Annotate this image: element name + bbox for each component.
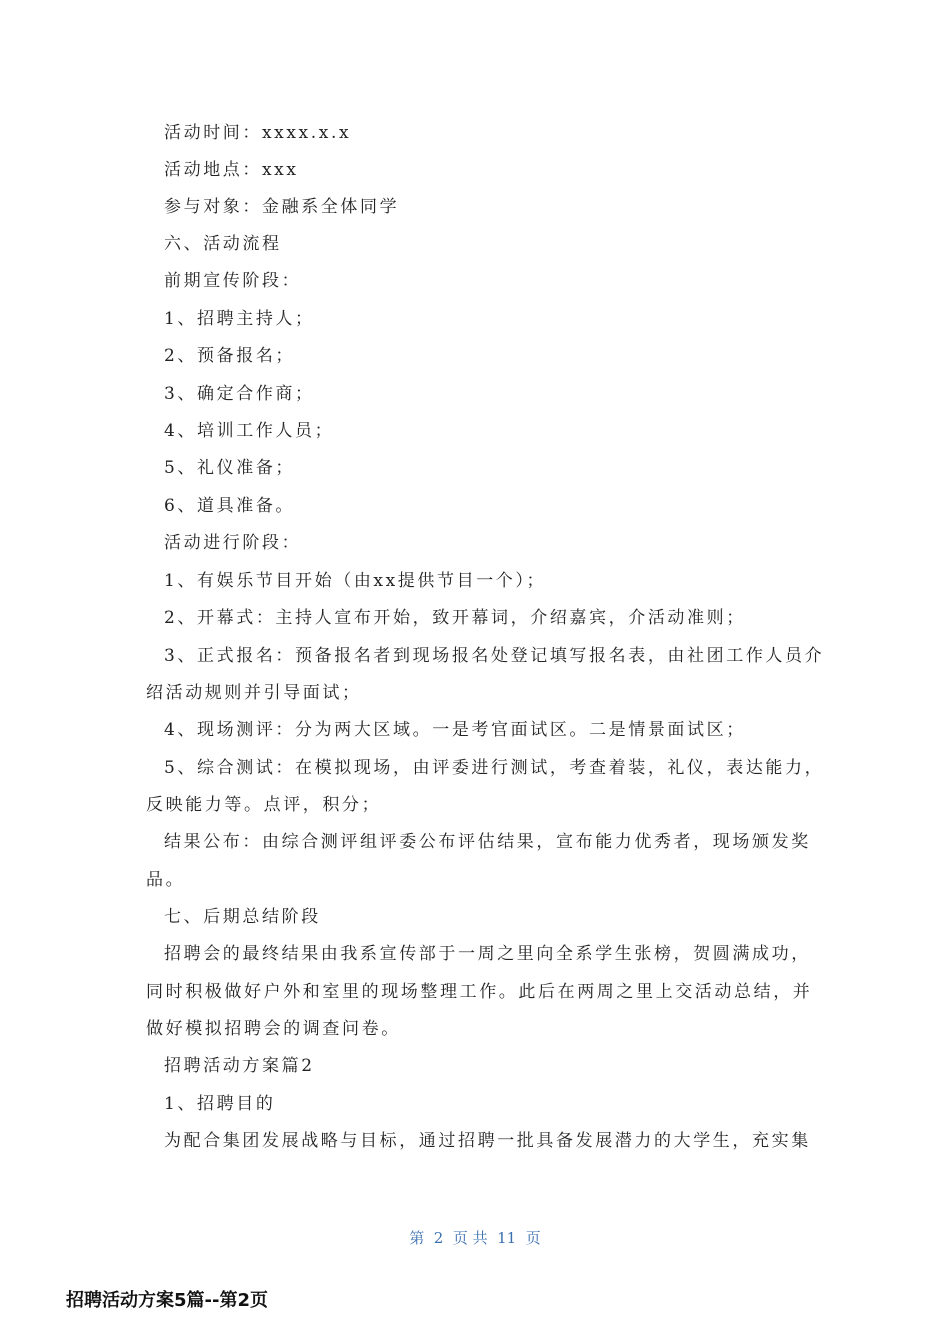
paragraph-line: 为配合集团发展战略与目标，通过招聘一批具备发展潜力的大学生，充实集 [164, 1131, 811, 1151]
paragraph-line: 活动时间：xxxx.x.x [164, 123, 352, 143]
list-item: 1、有娱乐节目开始（由xx提供节目一个）； [164, 571, 547, 591]
list-item: 2、开幕式：主持人宣布开始，致开幕词，介绍嘉宾，介活动准则； [164, 608, 746, 628]
paragraph-line: 绍活动规则并引导面试； [146, 683, 362, 703]
paragraph-line: 品。 [146, 870, 186, 890]
section-heading: 六、活动流程 [164, 234, 282, 254]
paragraph-line: 招聘会的最终结果由我系宣传部于一周之里向全系学生张榜，贺圆满成功， [164, 944, 811, 964]
paragraph-line: 活动地点：xxx [164, 160, 299, 180]
list-item: 3、正式报名：预备报名者到现场报名处登记填写报名表，由社团工作人员介 [164, 646, 825, 666]
list-item: 1、招聘主持人； [164, 309, 315, 329]
paragraph-line: 反映能力等。点评，积分； [146, 795, 382, 815]
list-item: 2、预备报名； [164, 346, 296, 366]
paragraph-line: 同时积极做好户外和室里的现场整理工作。此后在两周之里上交活动总结，并 [146, 982, 813, 1002]
list-item: 3、确定合作商； [164, 384, 315, 404]
section-heading: 1、招聘目的 [164, 1094, 276, 1114]
list-item: 5、礼仪准备； [164, 458, 296, 478]
section-heading: 七、后期总结阶段 [164, 907, 321, 927]
document-title: 招聘活动方案5篇--第2页 [66, 1290, 268, 1311]
list-item: 5、综合测试：在模拟现场，由评委进行测试，考查着装，礼仪，表达能力， [164, 758, 825, 778]
paragraph-line: 活动进行阶段： [164, 533, 302, 553]
list-item: 4、现场测评：分为两大区域。一是考官面试区。二是情景面试区； [164, 720, 746, 740]
list-item: 6、道具准备。 [164, 496, 296, 516]
paragraph-line: 结果公布：由综合测评组评委公布评估结果，宣布能力优秀者，现场颁发奖 [164, 832, 811, 852]
list-item: 4、培训工作人员； [164, 421, 335, 441]
paragraph-line: 参与对象：金融系全体同学 [164, 197, 400, 217]
section-heading: 招聘活动方案篇2 [164, 1056, 315, 1076]
paragraph-line: 做好模拟招聘会的调查问卷。 [146, 1019, 401, 1039]
page-number-footer: 第 2 页 共 11 页 [409, 1229, 541, 1247]
paragraph-line: 前期宣传阶段： [164, 271, 302, 291]
